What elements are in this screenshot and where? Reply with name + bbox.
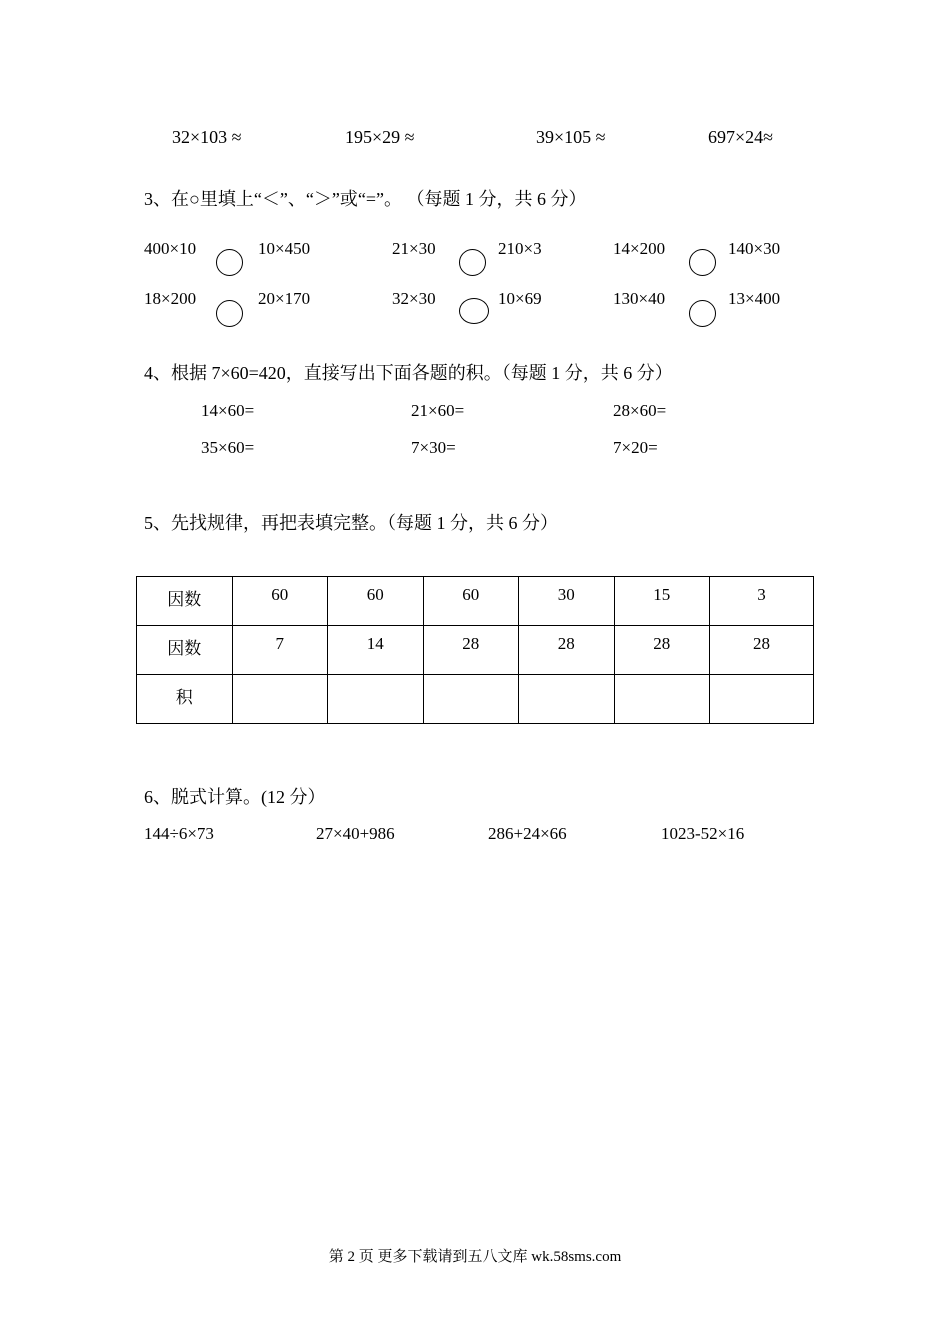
table-row (137, 675, 814, 724)
table-cell: 28 (423, 626, 519, 675)
table-cell: 7 (232, 626, 328, 675)
estimation-item: 195×29 ≈ (345, 127, 415, 147)
compare-left: 400×10 (144, 239, 197, 258)
answer-cell[interactable] (519, 675, 615, 724)
product-item: 14×60= (201, 401, 255, 420)
compare-right: 20×170 (258, 289, 311, 308)
table-row (137, 577, 814, 626)
compare-circle[interactable] (459, 249, 486, 276)
answer-cell[interactable] (710, 675, 814, 724)
table-cell: 28 (710, 626, 814, 675)
table-cell: 14 (328, 626, 424, 675)
table-row (137, 626, 814, 675)
table-cell: 30 (519, 577, 615, 626)
table-cell: 60 (423, 577, 519, 626)
answer-cell[interactable] (423, 675, 519, 724)
calc-item: 27×40+986 (316, 824, 395, 843)
compare-right: 10×69 (498, 289, 542, 308)
compare-right: 13×400 (728, 289, 781, 308)
question-3-title: 3、在○里填上“＜”、“＞”或“=”。 （每题 1 分，共 6 分） (144, 189, 587, 209)
question-6-title: 6、脱式计算。(12 分） (144, 787, 326, 807)
compare-left: 130×40 (613, 289, 666, 308)
row-label: 因数 (137, 626, 233, 675)
table-cell: 28 (614, 626, 710, 675)
question-4-title: 4、根据 7×60=420，直接写出下面各题的积。（每题 1 分，共 6 分） (144, 363, 673, 383)
answer-cell[interactable] (614, 675, 710, 724)
compare-left: 21×30 (392, 239, 436, 258)
compare-left: 14×200 (613, 239, 666, 258)
compare-right: 210×3 (498, 239, 542, 258)
calc-item: 144÷6×73 (144, 824, 214, 843)
compare-right: 140×30 (728, 239, 781, 258)
answer-cell[interactable] (328, 675, 424, 724)
compare-left: 18×200 (144, 289, 197, 308)
row-label: 因数 (137, 577, 233, 626)
estimation-item: 39×105 ≈ (536, 127, 606, 147)
table-cell: 60 (328, 577, 424, 626)
table-cell: 15 (614, 577, 710, 626)
question-5-title: 5、先找规律，再把表填完整。（每题 1 分，共 6 分） (144, 513, 558, 533)
pattern-table (136, 576, 814, 724)
product-item: 21×60= (411, 401, 465, 420)
table-cell: 3 (710, 577, 814, 626)
compare-circle[interactable] (216, 249, 243, 276)
row-label: 积 (137, 675, 233, 724)
answer-cell[interactable] (232, 675, 328, 724)
product-item: 28×60= (613, 401, 667, 420)
calc-item: 286+24×66 (488, 824, 567, 843)
compare-circle[interactable] (689, 249, 716, 276)
compare-circle[interactable] (459, 298, 489, 324)
compare-circle[interactable] (216, 300, 243, 327)
page-footer: 第 2 页 更多下载请到五八文库 wk.58sms.com (328, 1249, 622, 1265)
product-item: 7×20= (613, 438, 658, 457)
product-item: 35×60= (201, 438, 255, 457)
table-cell: 28 (519, 626, 615, 675)
compare-right: 10×450 (258, 239, 311, 258)
estimation-item: 697×24≈ (708, 127, 774, 147)
table-cell: 60 (232, 577, 328, 626)
compare-circle[interactable] (689, 300, 716, 327)
calc-item: 1023-52×16 (661, 824, 745, 843)
compare-left: 32×30 (392, 289, 436, 308)
estimation-item: 32×103 ≈ (172, 127, 242, 147)
product-item: 7×30= (411, 438, 456, 457)
